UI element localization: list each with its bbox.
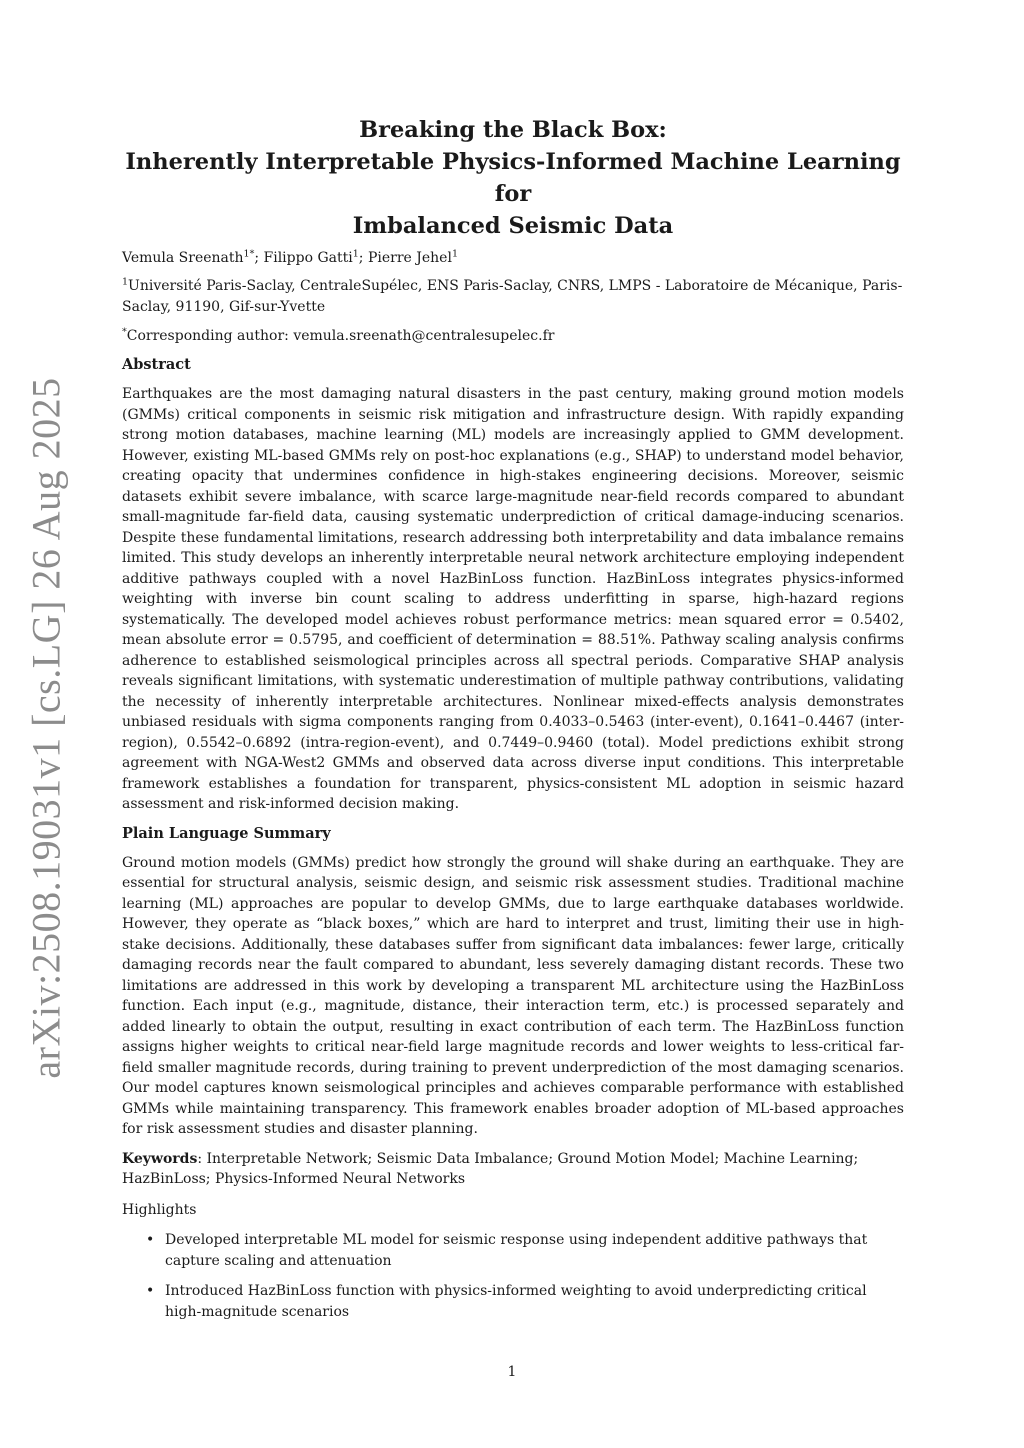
bullet-icon: • — [146, 1283, 155, 1299]
highlights-list — [122, 1230, 904, 1322]
author-separator: ; — [254, 250, 264, 266]
plain-summary-heading: Plain Language Summary — [122, 824, 331, 842]
author-superscript: 1 — [451, 248, 458, 260]
title-line-3: Imbalanced Seismic Data — [352, 213, 674, 239]
author-name: Vemula Sreenath — [122, 250, 244, 266]
author-separator: ; — [358, 250, 368, 266]
affiliation-text: Université Paris-Saclay, CentraleSupélec, ENS Paris-Saclay, CNRS, LMPS - Laboratoire de Mécanique, Paris- Saclay, 91190, Gif-sur-Yvette — [122, 278, 903, 315]
paper-page — [122, 114, 904, 1332]
list-item — [122, 1230, 904, 1271]
corresponding-text: Corresponding author: vemula.sreenath@centralesupelec.fr — [126, 328, 555, 344]
corresponding-superscript: * — [122, 326, 127, 338]
keywords-label: Keywords — [122, 1150, 198, 1167]
list-item — [122, 1281, 904, 1322]
highlight-text: Introduced HazBinLoss function with physics-informed weighting to avoid underpredicting critical high-magnitude scenarios — [165, 1283, 867, 1320]
author-superscript: 1 — [352, 248, 359, 260]
affiliation — [122, 276, 904, 317]
title-line-2: Inherently Interpretable Physics-Informed Machine Learning for — [125, 149, 901, 207]
bullet-icon: • — [146, 1232, 155, 1248]
affiliation-superscript: 1 — [122, 276, 129, 288]
keywords — [122, 1149, 904, 1190]
title-line-1: Breaking the Black Box: — [359, 117, 667, 143]
author-name: Filippo Gatti — [263, 250, 353, 266]
paper-title — [122, 114, 904, 242]
author-name: Pierre Jehel — [367, 250, 452, 266]
abstract-heading: Abstract — [122, 356, 191, 373]
corresponding-author — [122, 326, 904, 346]
plain-summary-body: Ground motion models (GMMs) predict how strongly the ground will shake during an earthquake. They are essential for structural analysis, seismic design, and seismic risk assessment studies. Traditional machine learning (ML) approaches are popular to develop GMMs, due to large earthquake databases worldwide. However, they operate as “black boxes,” which are hard to interpret and trust, limiting their use in high-stake decisions. Additionally, these databases suffer from significant data imbalances: fewer large, critically damaging records near the fault compared to abundant, less severely damaging distant records. These two limitations are addressed in this work by developing a transparent ML architecture using the HazBinLoss function. Each input (e.g., magnitude, distance, their interaction term, etc.) is processed separately and added linearly to obtain the output, resulting in exact contribution of each term. The HazBinLoss function assigns higher weights to critical near-field large magnitude records and lower weights to less-critical far-field smaller magnitude records, during training to prevent underprediction of the most damaging scenarios. Our model captures known seismological principles and achieves comparable performance with established GMMs while maintaining transparency. This framework enables broader adoption of ML-based approaches for risk assessment studies and disaster planning. — [122, 854, 904, 1137]
highlight-text: Developed interpretable ML model for seismic response using independent additive pathways that capture scaling and attenuation — [165, 1232, 868, 1269]
abstract-body: Earthquakes are the most damaging natural disasters in the past century, making ground motion models (GMMs) critical components in seismic risk mitigation and infrastructure design. With rapidly expanding strong motion databases, machine learning (ML) models are increasingly applied to GMM development. However, existing ML-based GMMs rely on post-hoc explanations (e.g., SHAP) to understand model behavior, creating opacity that undermines confidence in high-stakes engineering decisions. Moreover, seismic datasets exhibit severe imbalance, with scarce large-magnitude near-field records compared to abundant small-magnitude far-field data, causing systematic underprediction of critical damage-inducing scenarios. Despite these fundamental limitations, research addressing both interpretability and data imbalance remains limited. This study develops an inherently interpretable neural network architecture employing independent additive pathways coupled with a novel HazBinLoss function. HazBinLoss integrates physics-informed weighting with inverse bin count scaling to address underfitting in sparse, high-hazard regions systematically. The developed model achieves robust performance metrics: mean squared error = 0.5402, mean absolute error = 0.5795, and coefficient of determination = 88.51%. Pathway scaling analysis confirms adherence to established seismological principles across all spectral periods. Comparative SHAP analysis reveals significant limitations, with systematic underestimation of multiple pathway contributions, validating the necessity of inherently interpretable architectures. Nonlinear mixed-effects analysis demonstrates unbiased residuals with sigma components ranging from 0.4033–0.5463 (inter-event), 0.1641–0.4467 (inter-region), 0.5542–0.6892 (intra-region-event), and 0.7449–0.9460 (total). Model predictions exhibit strong agreement with NGA-West2 GMMs and observed data across diverse input conditions. This interpretable framework establishes a foundation for transparent, physics-consistent ML adoption in seismic hazard assessment and risk-informed decision making. — [122, 386, 904, 812]
keywords-text: : Interpretable Network; Seismic Data Imbalance; Ground Motion Model; Machine Learning; HazBinLoss; Physics-Informed Neural Networks — [122, 1150, 859, 1187]
arxiv-identifier-stamp: arXiv:2508.19031v1 [cs.LG] 26 Aug 2025 — [23, 377, 69, 1079]
author-list — [122, 248, 904, 268]
author-superscript: 1* — [243, 248, 255, 260]
page-number: 1 — [507, 1364, 517, 1380]
highlights-heading: Highlights — [122, 1201, 197, 1218]
